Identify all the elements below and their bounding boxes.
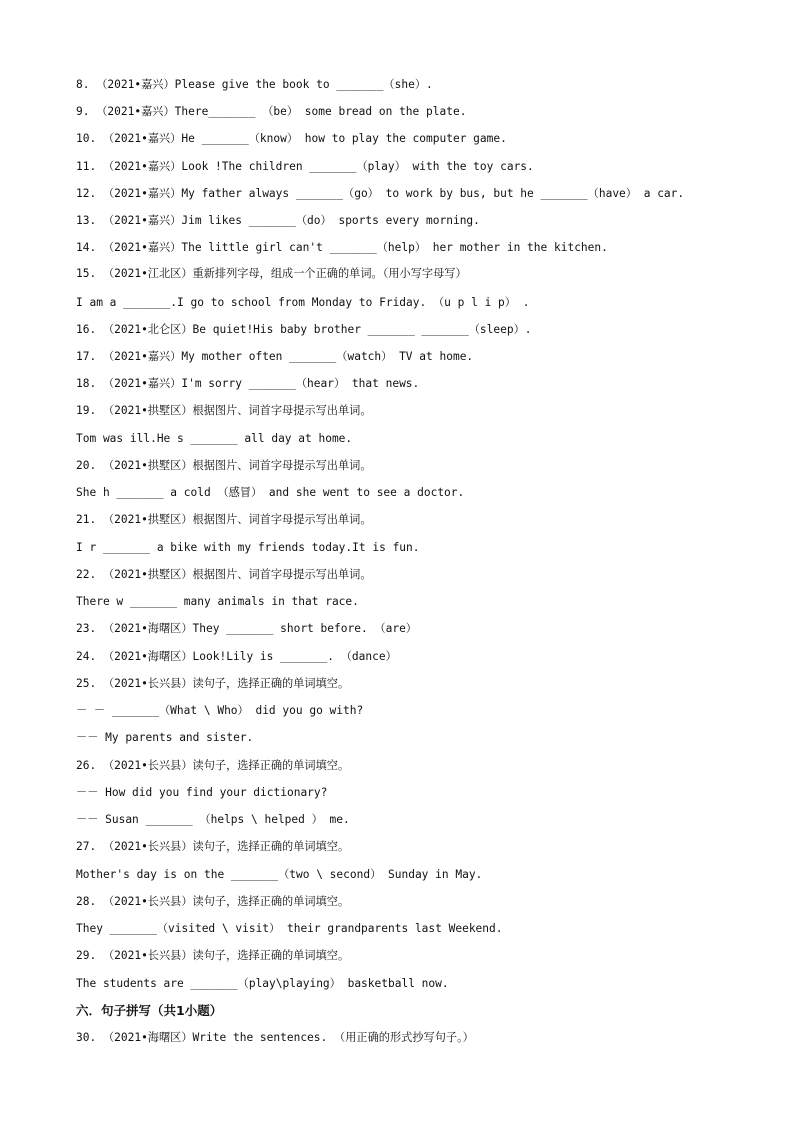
section-heading: 六．句子拼写（共1小题） [76, 1003, 223, 1018]
question-22-sentence: There w _______ many animals in that race. [76, 595, 359, 608]
question-15-instruction: 15. （2021•江北区）重新排列字母，组成一个正确的单词。（用小写字母写） [76, 267, 467, 280]
question-25-instruction: 25. （2021•长兴县）读句子，选择正确的单词填空。 [76, 677, 350, 690]
question-21-sentence: I r _______ a bike with my friends today.It is fun. [76, 541, 420, 554]
question-12: 12. （2021•嘉兴）My father always _______（go） to work by bus, but he _______（have） a car. [76, 187, 685, 200]
question-23: 23. （2021•海曙区）They _______ short before. （are） [76, 622, 417, 635]
question-16: 16. （2021•北仑区）Be quiet!His baby brother _______ _______（sleep）. [76, 323, 532, 336]
question-19-sentence: Tom was ill.He s _______ all day at home. [76, 432, 353, 445]
question-18: 18. （2021•嘉兴）I'm sorry _______（hear） that news. [76, 377, 420, 390]
question-17: 17. （2021•嘉兴）My mother often _______（watch） TV at home. [76, 350, 474, 363]
question-15-sentence: I am a _______.I go to school from Monday to Friday. （u p l i p） . [76, 296, 530, 309]
question-20-instruction: 20. （2021•拱墅区）根据图片、词首字母提示写出单词。 [76, 459, 372, 472]
question-9: 9. （2021•嘉兴）There_______ （be） some bread on the plate. [76, 105, 467, 118]
question-13: 13. （2021•嘉兴）Jim likes _______（do） sports every morning. [76, 214, 480, 227]
question-27-sentence: Mother's day is on the _______（two \ second） Sunday in May. [76, 868, 483, 881]
question-27-instruction: 27. （2021•长兴县）读句子，选择正确的单词填空。 [76, 840, 350, 853]
question-8: 8. （2021•嘉兴）Please give the book to _______（she）. [76, 78, 433, 91]
question-11: 11. （2021•嘉兴）Look !The children _______（play） with the toy cars. [76, 160, 534, 173]
question-28-instruction: 28. （2021•长兴县）读句子，选择正确的单词填空。 [76, 895, 350, 908]
question-25-line-1: － － _______（What \ Who） did you go with? [76, 704, 364, 717]
question-26-line-2: －－ Susan _______ （helps \ helped ） me. [76, 813, 350, 826]
question-26-instruction: 26. （2021•长兴县）读句子，选择正确的单词填空。 [76, 759, 350, 772]
question-25-line-2: －－ My parents and sister. [76, 731, 254, 744]
question-10: 10. （2021•嘉兴）He _______（know） how to play the computer game. [76, 132, 507, 145]
question-20-sentence: She h _______ a cold （感冒） and she went to see a doctor. [76, 486, 465, 499]
question-19-instruction: 19. （2021•拱墅区）根据图片、词首字母提示写出单词。 [76, 404, 372, 417]
question-29-sentence: The students are _______（play\playing） basketball now. [76, 977, 449, 990]
question-28-sentence: They _______（visited \ visit） their grandparents last Weekend. [76, 922, 503, 935]
question-21-instruction: 21. （2021•拱墅区）根据图片、词首字母提示写出单词。 [76, 513, 372, 526]
question-24: 24. （2021•海曙区）Look!Lily is _______. （dance） [76, 650, 397, 663]
question-26-line-1: －－ How did you find your dictionary? [76, 786, 328, 799]
question-14: 14. （2021•嘉兴）The little girl can't _______（help） her mother in the kitchen. [76, 241, 608, 254]
question-30: 30. （2021•海曙区）Write the sentences. （用正确的形式抄写句子。） [76, 1031, 474, 1044]
question-22-instruction: 22. （2021•拱墅区）根据图片、词首字母提示写出单词。 [76, 568, 372, 581]
question-29-instruction: 29. （2021•长兴县）读句子，选择正确的单词填空。 [76, 949, 350, 962]
